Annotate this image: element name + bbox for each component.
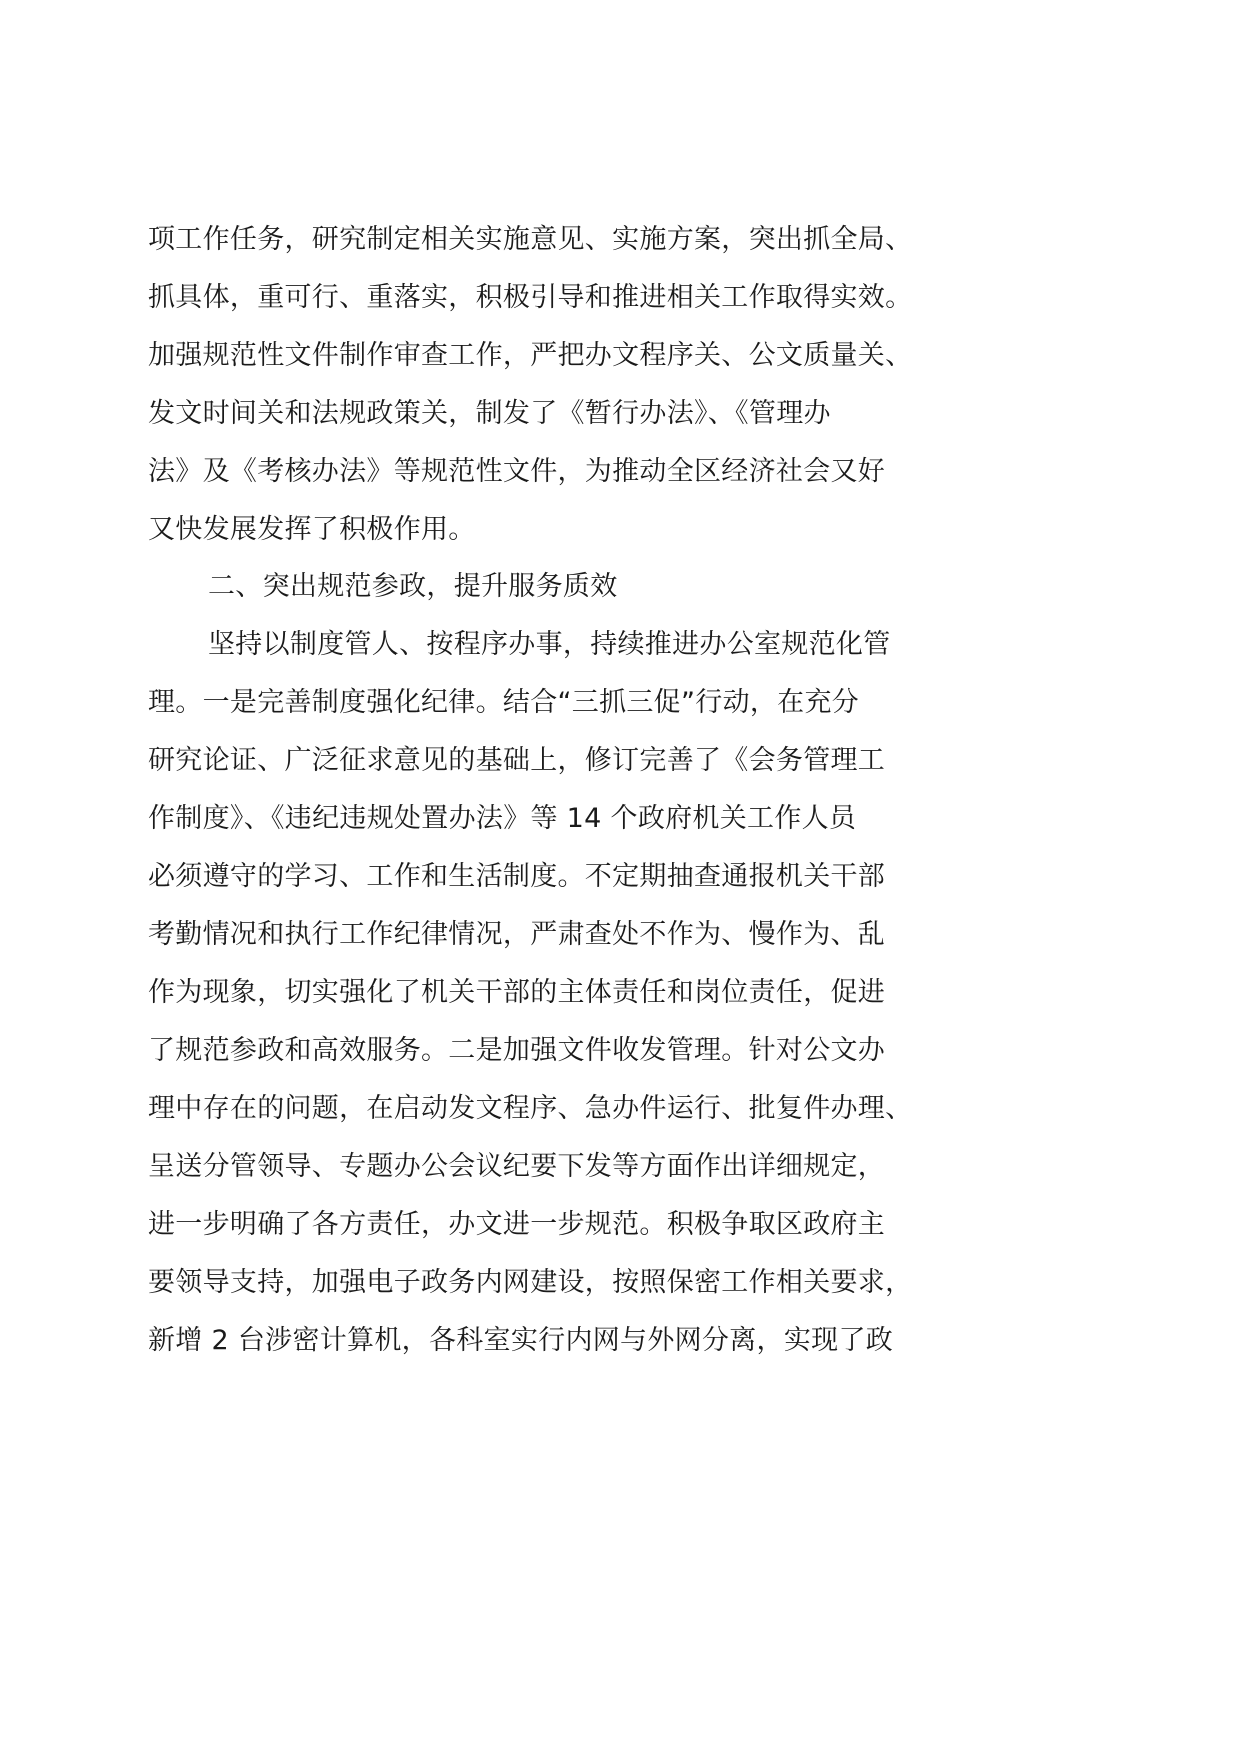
paragraph-line: 进一步明确了各方责任，办文进一步规范。积极争取区政府主	[148, 1209, 886, 1240]
paragraph-line: 必须遵守的学习、工作和生活制度。不定期抽查通报机关干部	[148, 861, 886, 892]
paragraph-line: 作制度》、《违纪违规处置办法》等 14 个政府机关工作人员	[148, 803, 857, 834]
paragraph-line: 发文时间关和法规政策关，制发了《暂行办法》、《管理办	[148, 398, 831, 429]
section-heading: 二、突出规范参政，提升服务质效	[208, 571, 618, 602]
paragraph-line: 研究论证、广泛征求意见的基础上，修订完善了《会务管理工	[148, 745, 886, 776]
paragraph-line: 坚持以制度管人、按程序办事，持续推进办公室规范化管	[208, 629, 891, 660]
paragraph-line: 项工作任务，研究制定相关实施意见、实施方案，突出抓全局、	[148, 224, 913, 255]
paragraph-line: 作为现象，切实强化了机关干部的主体责任和岗位责任，促进	[148, 977, 886, 1008]
paragraph-line: 理中存在的问题，在启动发文程序、急办件运行、批复件办理、	[148, 1093, 913, 1124]
paragraph-line: 又快发展发挥了积极作用。	[148, 514, 476, 545]
paragraph-line: 考勤情况和执行工作纪律情况，严肃查处不作为、慢作为、乱	[148, 919, 886, 950]
paragraph-line: 要领导支持，加强电子政务内网建设，按照保密工作相关要求，	[148, 1267, 913, 1298]
paragraph-line: 呈送分管领导、专题办公会议纪要下发等方面作出详细规定，	[148, 1151, 886, 1182]
paragraph-line: 理。一是完善制度强化纪律。结合“三抓三促”行动，在充分	[148, 687, 860, 718]
paragraph-line: 法》及《考核办法》等规范性文件，为推动全区经济社会又好	[148, 456, 886, 487]
paragraph-line: 了规范参政和高效服务。二是加强文件收发管理。针对公文办	[148, 1035, 886, 1066]
paragraph-line: 新增 2 台涉密计算机，各科室实行内网与外网分离，实现了政	[148, 1325, 894, 1356]
paragraph-line: 抓具体，重可行、重落实，积极引导和推进相关工作取得实效。	[148, 282, 913, 313]
paragraph-line: 加强规范性文件制作审查工作，严把办文程序关、公文质量关、	[148, 340, 913, 371]
